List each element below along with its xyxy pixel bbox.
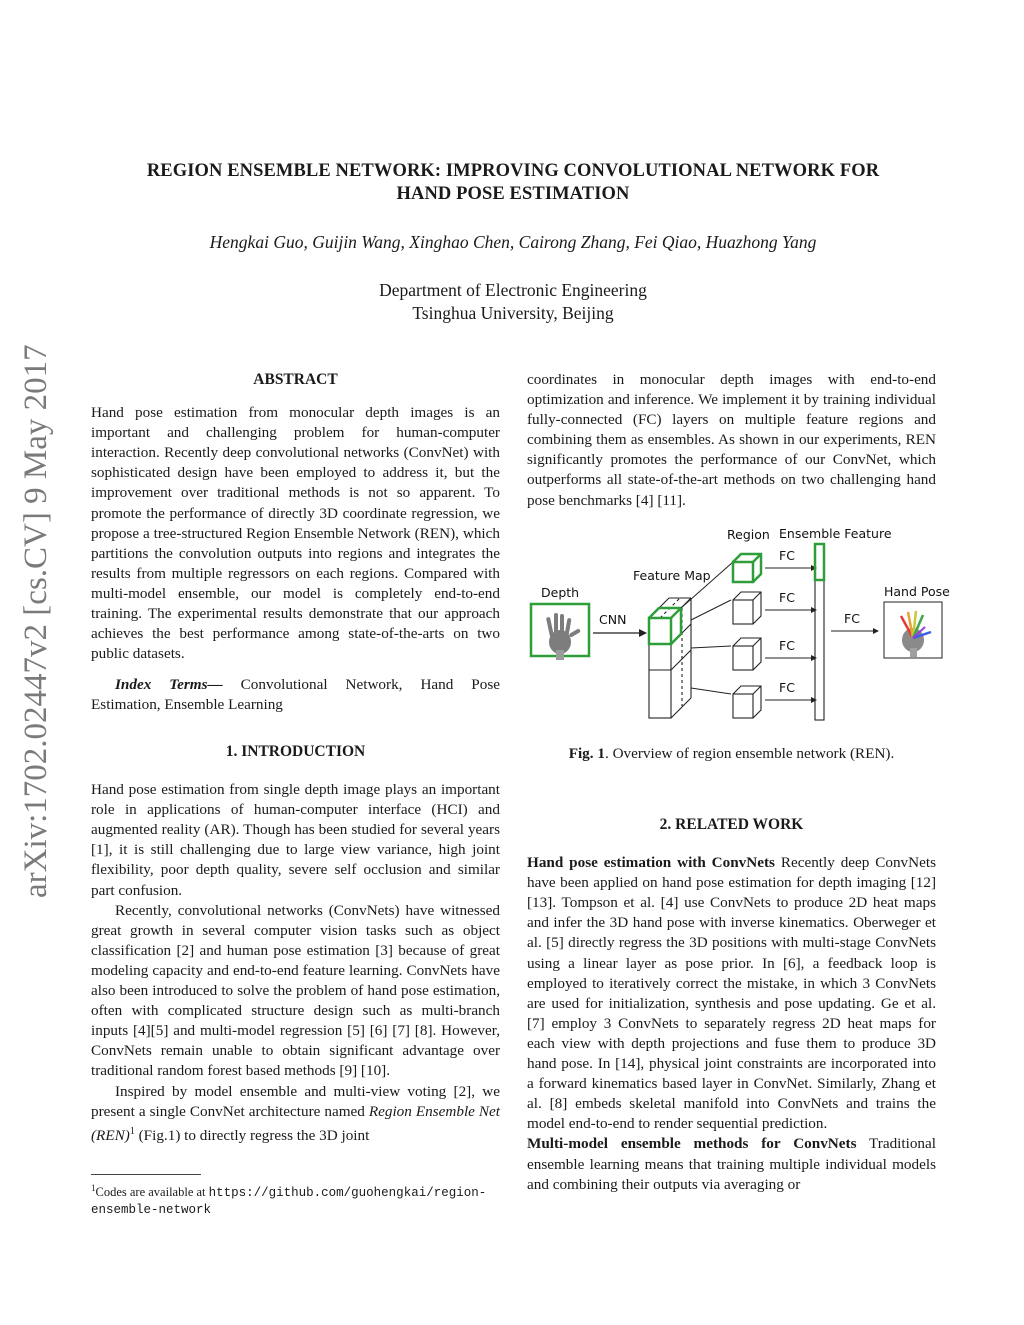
intro-paragraph-3 (91, 1082, 500, 1146)
abstract-section (91, 370, 500, 716)
footnote-mark: 1 (91, 1183, 96, 1193)
footnote-rule (91, 1174, 201, 1175)
abstract-heading: ABSTRACT (253, 371, 338, 388)
figure-1-ren-overview (527, 520, 957, 730)
figure-1-caption (527, 745, 936, 763)
title-line-2: HAND POSE ESTIMATION (396, 184, 630, 204)
related-work-section (527, 815, 936, 1195)
affiliation-line-1: Department of Electronic Engineering (379, 280, 647, 300)
region-cube-3 (733, 638, 761, 670)
fc-label-4: FC (779, 680, 795, 695)
related-p2-text: Traditional ensemble learning means that training multiple individual models and combining their outputs via averaging or (527, 1135, 936, 1193)
fc-arrowhead-2 (811, 607, 817, 613)
fc-arrowhead-4 (811, 697, 817, 703)
hand-pose-label: Hand Pose (884, 584, 950, 599)
related-paragraph-1 (527, 853, 936, 1134)
ren-name: Region Ensemble Net (REN) (91, 1102, 500, 1144)
fc-arrowhead-3 (811, 655, 817, 661)
ensemble-feature-label: Ensemble Feature (779, 526, 892, 541)
region-cube-2 (733, 592, 761, 624)
fc-label-3: FC (779, 638, 795, 653)
region-label: Region (727, 527, 770, 542)
code-url-link[interactable]: https://github.com/guohengkai/region-ensemble-network (91, 1186, 487, 1218)
introduction-section (91, 742, 500, 1146)
footnote-ref: 1 (129, 1125, 135, 1137)
fc-label-2: FC (779, 590, 795, 605)
related-p2-heading: Multi-model ensemble methods for ConvNets (527, 1135, 857, 1153)
related-paragraph-2 (527, 1134, 936, 1194)
title-line-1: REGION ENSEMBLE NETWORK: IMPROVING CONVOLUTIONAL NETWORK FOR (146, 161, 880, 181)
ensemble-feature-highlight (815, 544, 824, 580)
cnn-label: CNN (599, 612, 627, 627)
ensemble-feature-vector (815, 544, 824, 720)
footnote (91, 1180, 500, 1218)
affiliation (80, 279, 946, 325)
depth-label: Depth (541, 585, 580, 600)
related-p1-heading: Hand pose estimation with ConvNets (527, 854, 775, 872)
author-list: Hengkai Guo, Guijin Wang, Xinghao Chen, Cairong Zhang, Fei Qiao, Huazhong Yang (209, 232, 817, 252)
intro-continued (527, 370, 936, 511)
feature-map-label: Feature Map (633, 568, 711, 583)
related-work-heading: 2. RELATED WORK (659, 816, 804, 833)
arxiv-stamp (8, 320, 58, 900)
index-terms (91, 675, 500, 715)
intro-paragraph-2: Recently, convolutional networks (ConvNets) have witnessed great growth in several computer vision tasks such as object classification [2] and human pose estimation [3] because of great modeling capacity and end-to-end feature learning. ConvNets have also been introduced to solve the problem of hand pose estimation, often with complicated structure design such as multi-branch inputs [4][5] and multi-model regression [5] [6] [7] [8]. However, ConvNets remain unable to obtain significant advantage over traditional random forest based methods [9] [10]. (91, 901, 500, 1080)
related-p1-text: Recently deep ConvNets have been applied on hand pose estimation for depth imaging [12][13]. Tompson et al. [4] use ConvNets to produce 2D heat maps and infer the 3D hand pose with inverse kinematics. Oberweger et al. [5] directly regress the 3D positions with multi-stage ConvNets using a linear layer as pose prior. In [6], a feedback loop is employed to iteratively correct the mistake, in which 3 ConvNets are used for initialization, synthesis and pose updating. Ge et al. [7] employ 3 ConvNets to separately regress 2D heat maps for each view with depth projections and fuse them to produce 3D hand pose. In [14], physical joint constraints are incorporated into a forward kinematics based layer in ConvNet. Similarly, Zhang et al. [8] embeds skeletal manifold into ConvNets and trains the model end-to-end to render sequential prediction. (527, 854, 936, 1133)
index-terms-text: Convolutional Network, Hand Pose Estimation, Ensemble Learning (91, 676, 500, 714)
footnote-text: Codes are available at (95, 1185, 209, 1200)
feature-map-stack (649, 598, 691, 718)
fc-label-final: FC (844, 611, 860, 626)
paper-title (80, 160, 946, 206)
fc-label-1: FC (779, 548, 795, 563)
index-terms-label: Index Terms— (115, 676, 223, 694)
figure-caption-text: . Overview of region ensemble network (REN). (604, 745, 895, 762)
figure-caption-label: Fig. 1 (568, 745, 605, 762)
intro-p3-b: (Fig.1) to directly regress the 3D joint (134, 1126, 370, 1144)
region-cube-4 (733, 686, 761, 718)
abstract-text: Hand pose estimation from monocular depth images is an important and challenging problem for human-computer interaction. Recently deep convolutional networks (ConvNet) with sophisticated design have been employed to address it, but the improvement over traditional methods is not so apparent. To promote the performance of directly 3D coordinate regression, we propose a tree-structured Region Ensemble Network (REN), which partitions the convolution outputs into regions and integrates the results from multiple regressors on each regions. Compared with multi-model ensemble, our model is completely end-to-end training. The experimental results demonstrate that our approach achieves the best performance among state-of-the-arts on two public datasets. (91, 404, 500, 663)
fc-arrowhead-final (873, 628, 879, 634)
intro-p3-a: Inspired by model ensemble and multi-view voting [2], we present a single ConvNet architecture named (91, 1082, 500, 1120)
intro-continued-text: coordinates in monocular depth images with end-to-end optimization and inference. We implement it by training individual fully-connected (FC) layers on multiple feature regions and combining them as ensembles. As shown in our experiments, REN significantly promotes the performance of our ConvNet, which outperforms all state-of-the-art methods on two challenging hand pose benchmarks [4] [11]. (527, 371, 936, 509)
arxiv-id-text: arXiv:1702.02447v2 [cs.CV] 9 May 2017 (18, 344, 54, 898)
intro-paragraph-1: Hand pose estimation from single depth image plays an important role in applications of human-computer interface (HCI) and augmented reality (AR). Though has been studied for several years [1], it is still challenging due to large view variance, high joint flexibility, poor depth quality, severe self occlusion and similar part confusion. (91, 781, 500, 899)
region-cube-1 (733, 554, 761, 582)
affiliation-line-2: Tsinghua University, Beijing (412, 303, 614, 323)
introduction-heading: 1. INTRODUCTION (225, 743, 366, 760)
cnn-arrowhead (639, 629, 647, 637)
